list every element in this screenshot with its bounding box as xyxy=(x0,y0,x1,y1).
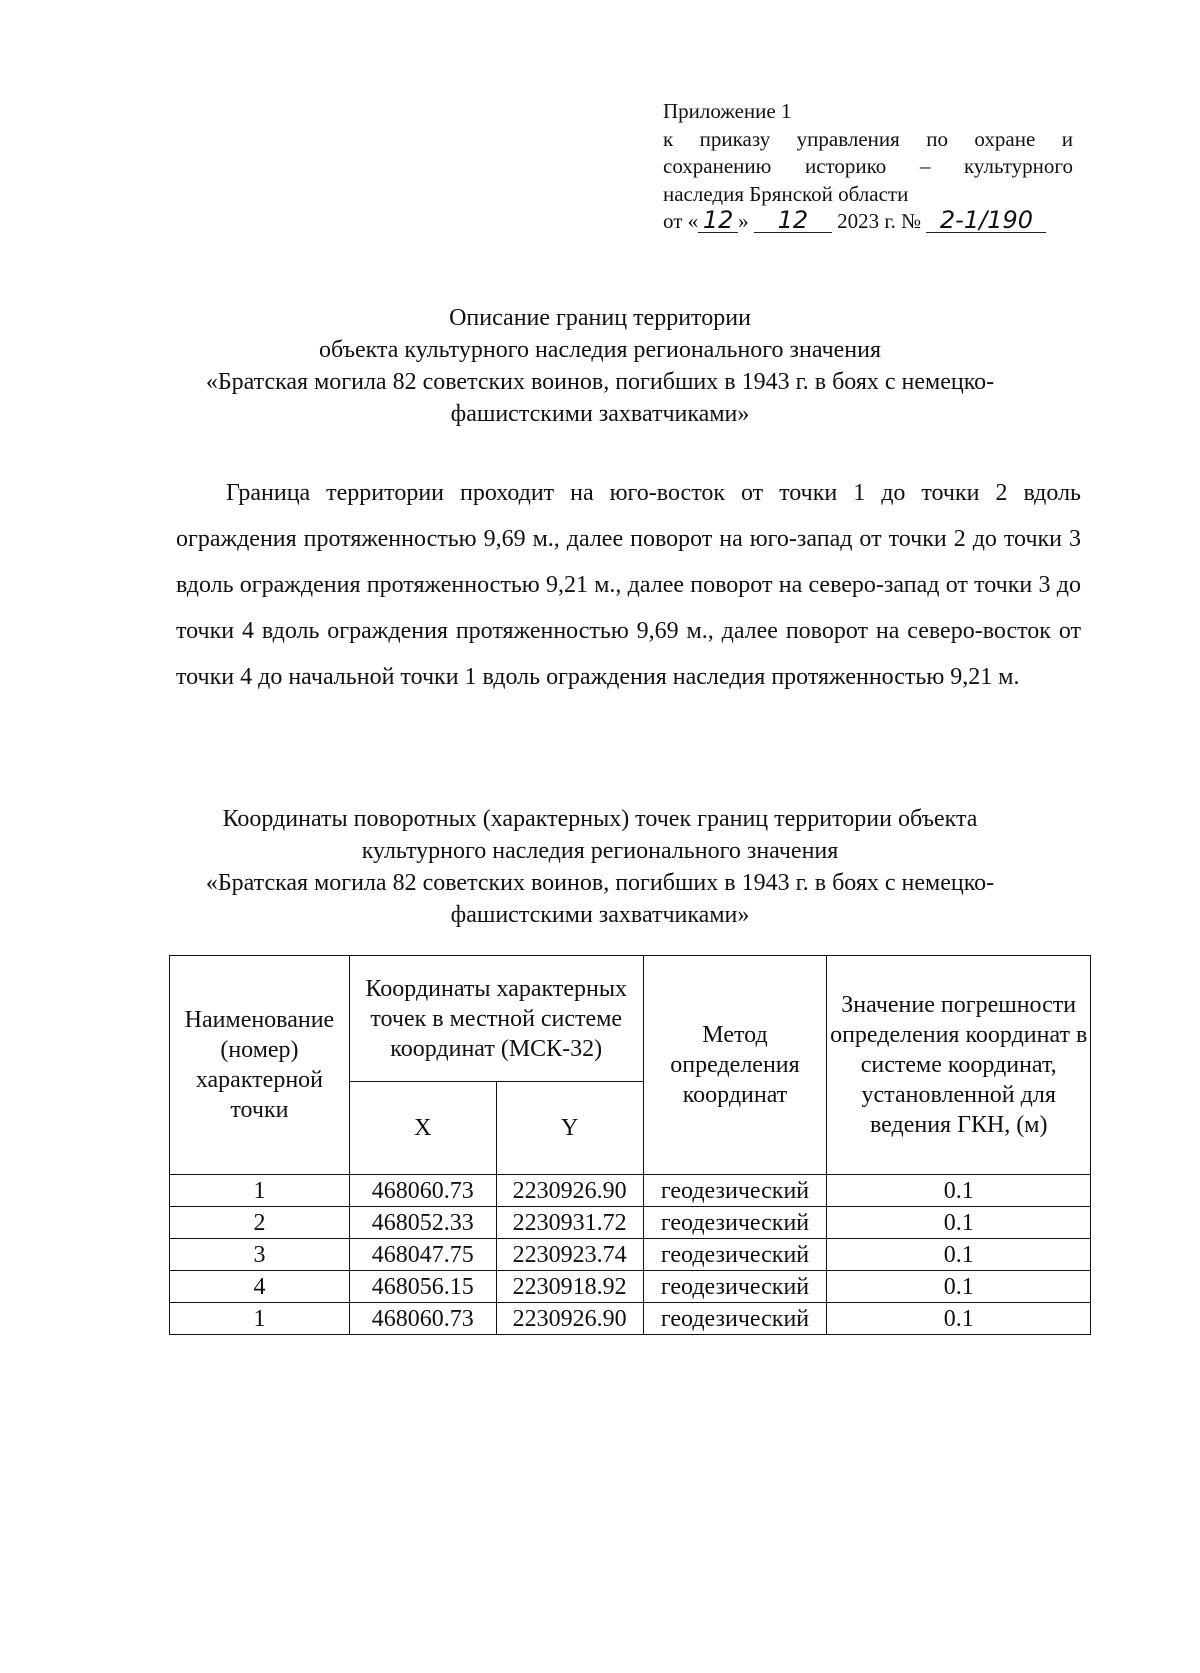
coord-y: 2230926.90 xyxy=(496,1175,643,1207)
method: геодезический xyxy=(643,1303,827,1335)
coord-x: 468047.75 xyxy=(349,1239,496,1271)
coord-y: 2230931.72 xyxy=(496,1207,643,1239)
coord-y: 2230918.92 xyxy=(496,1271,643,1303)
coord-y: 2230923.74 xyxy=(496,1239,643,1271)
appendix-order-line: наследия Брянской области xyxy=(663,181,909,206)
title-line: Координаты поворотных (характерных) точек границ территории объекта xyxy=(222,806,978,832)
header-y: Y xyxy=(496,1082,643,1175)
error-value: 0.1 xyxy=(827,1303,1091,1335)
table-row xyxy=(170,1271,1091,1303)
title-line: «Братская могила 82 советских воинов, погибших в 1943 г. в боях с немецко- xyxy=(205,369,995,395)
table-row xyxy=(170,1303,1091,1335)
title-line: культурного наследия регионального значения xyxy=(361,838,839,864)
coord-x: 468060.73 xyxy=(349,1175,496,1207)
method: геодезический xyxy=(643,1175,827,1207)
error-value: 0.1 xyxy=(827,1239,1091,1271)
coord-y: 2230926.90 xyxy=(496,1303,643,1335)
section-title xyxy=(150,302,1050,430)
title-line: Описание границ территории xyxy=(449,305,751,331)
coord-x: 468052.33 xyxy=(349,1207,496,1239)
appendix-title: Приложение 1 xyxy=(663,99,792,123)
method: геодезический xyxy=(643,1207,827,1239)
title-line: фашистскими захватчиками» xyxy=(450,902,750,928)
title-line: объекта культурного наследия регионального значения xyxy=(318,337,882,363)
point-number: 3 xyxy=(170,1239,350,1271)
coord-x: 468060.73 xyxy=(349,1303,496,1335)
method: геодезический xyxy=(643,1271,827,1303)
header-coordinates: Координаты характерных точек в местной системе координат (МСК-32) xyxy=(349,956,643,1082)
header-point-name: Наименование (номер) характерной точки xyxy=(170,956,350,1175)
handwritten-day: 12 xyxy=(698,208,738,233)
appendix-order-line: сохранению историко – культурного xyxy=(663,154,1073,178)
point-number: 1 xyxy=(170,1175,350,1207)
header-error: Значение погрешности определения координат в системе координат, установленной для ведения ГКН, (м) xyxy=(827,956,1091,1175)
boundary-description: Граница территории проходит на юго-восток от точки 1 до точки 2 вдоль ограждения протяженностью 9,69 м., далее поворот на юго-запад от точки 2 до точки 3 вдоль ограждения протяженностью 9,21 м., далее поворот на северо-запад от точки 3 до точки 4 вдоль ограждения протяженностью 9,69 м., далее поворот на северо-восток от точки 4 до начальной точки 1 вдоль ограждения наследия протяженностью 9,21 м. xyxy=(176,480,1081,690)
header-method: Метод определения координат xyxy=(643,956,827,1175)
title-line: «Братская могила 82 советских воинов, погибших в 1943 г. в боях с немецко- xyxy=(205,870,995,896)
date-prefix: от « xyxy=(663,209,699,233)
coord-x: 468056.15 xyxy=(349,1271,496,1303)
handwritten-month: 12 xyxy=(754,208,832,233)
table-row xyxy=(170,1207,1091,1239)
title-line: фашистскими захватчиками» xyxy=(450,401,750,427)
appendix-block xyxy=(663,98,1073,236)
table-title xyxy=(150,803,1050,931)
table-row xyxy=(170,1239,1091,1271)
appendix-order-line: к приказу управления по охране и xyxy=(663,126,1073,151)
point-number: 4 xyxy=(170,1271,350,1303)
point-number: 2 xyxy=(170,1207,350,1239)
handwritten-order-number: 2-1/190 xyxy=(926,208,1046,233)
appendix-date-line xyxy=(663,208,1073,236)
coordinates-table xyxy=(169,955,1091,1335)
error-value: 0.1 xyxy=(827,1271,1091,1303)
date-mid: » xyxy=(738,209,749,233)
error-value: 0.1 xyxy=(827,1207,1091,1239)
date-year: 2023 г. № xyxy=(837,209,922,233)
header-x: X xyxy=(349,1082,496,1175)
point-number: 1 xyxy=(170,1303,350,1335)
table-row xyxy=(170,1175,1091,1207)
method: геодезический xyxy=(643,1239,827,1271)
error-value: 0.1 xyxy=(827,1175,1091,1207)
